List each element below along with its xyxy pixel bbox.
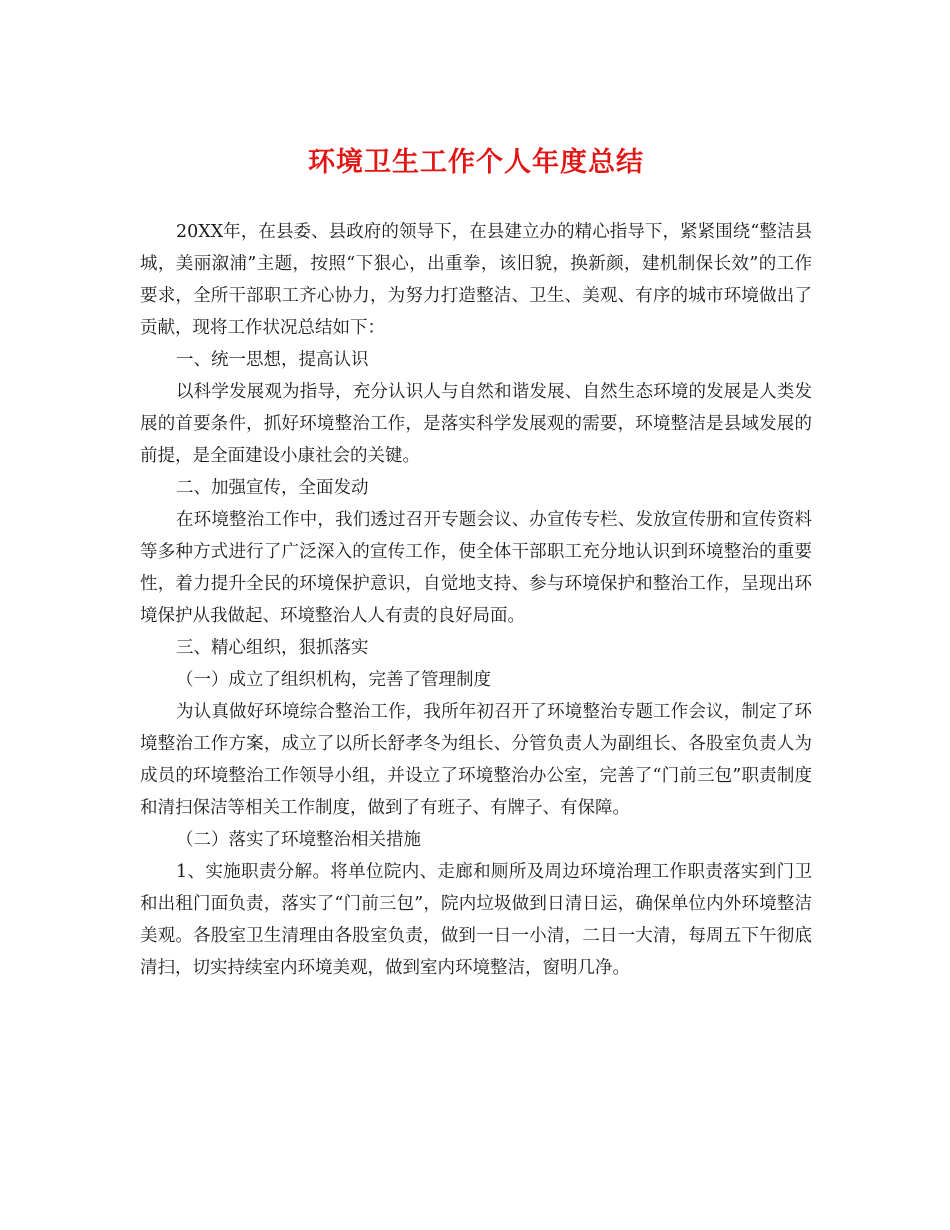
subsection-2-paragraph: 1、实施职责分解。将单位院内、走廊和厕所及周边环境治理工作职责落实到门卫和出租门面负责，落实了“门前三包”，院内垃圾做到日清日运，确保单位内外环境整洁美观。各股室卫生清理由各股室负责，做到一日一小清，二日一大清，每周五下午彻底清扫，切实持续室内环境美观，做到室内环境整洁，窗明几净。 [140, 862, 812, 978]
section-heading-1: 一、统一思想，提高认识 [176, 350, 369, 370]
document-body [140, 216, 812, 984]
section-2-paragraph: 在环境整治工作中，我们透过召开专题会议、办宣传专栏、发放宣传册和宣传资料等多种方式进行了广泛深入的宣传工作，使全体干部职工充分地认识到环境整治的重要性，着力提升全民的环境保护意识，自觉地支持、参与环境保护和整治工作，呈现出环境保护从我做起、环境整治人人有责的良好局面。 [140, 510, 812, 626]
document-title: 环境卫生工作个人年度总结 [308, 147, 644, 178]
subsection-heading-2: （二）落实了环境整治相关措施 [176, 830, 421, 850]
intro-paragraph: 20XX年，在县委、县政府的领导下，在县建立办的精心指导下，紧紧围绕“整洁县城，美丽溆浦”主题，按照“下狠心，出重拳，该旧貌，换新颜，建机制保长效”的工作要求，全所干部职工齐心协力，为努力打造整洁、卫生、美观、有序的城市环境做出了贡献，现将工作状况总结如下： [140, 222, 812, 338]
subsection-1-paragraph: 为认真做好环境综合整治工作，我所年初召开了环境整治专题工作会议，制定了环境整治工作方案，成立了以所长舒孝冬为组长、分管负责人为副组长、各股室负责人为成员的环境整治工作领导小组，并设立了环境整治办公室，完善了“门前三包”职责制度和清扫保洁等相关工作制度，做到了有班子、有牌子、有保障。 [140, 702, 812, 818]
section-heading-2: 二、加强宣传，全面发动 [176, 478, 369, 498]
section-heading-3: 三、精心组织，狠抓落实 [176, 638, 369, 658]
section-1-paragraph: 以科学发展观为指导，充分认识人与自然和谐发展、自然生态环境的发展是人类发展的首要条件，抓好环境整治工作，是落实科学发展观的需要，环境整洁是县域发展的前提，是全面建设小康社会的关键。 [140, 382, 812, 466]
subsection-heading-1: （一）成立了组织机构，完善了管理制度 [176, 670, 491, 690]
